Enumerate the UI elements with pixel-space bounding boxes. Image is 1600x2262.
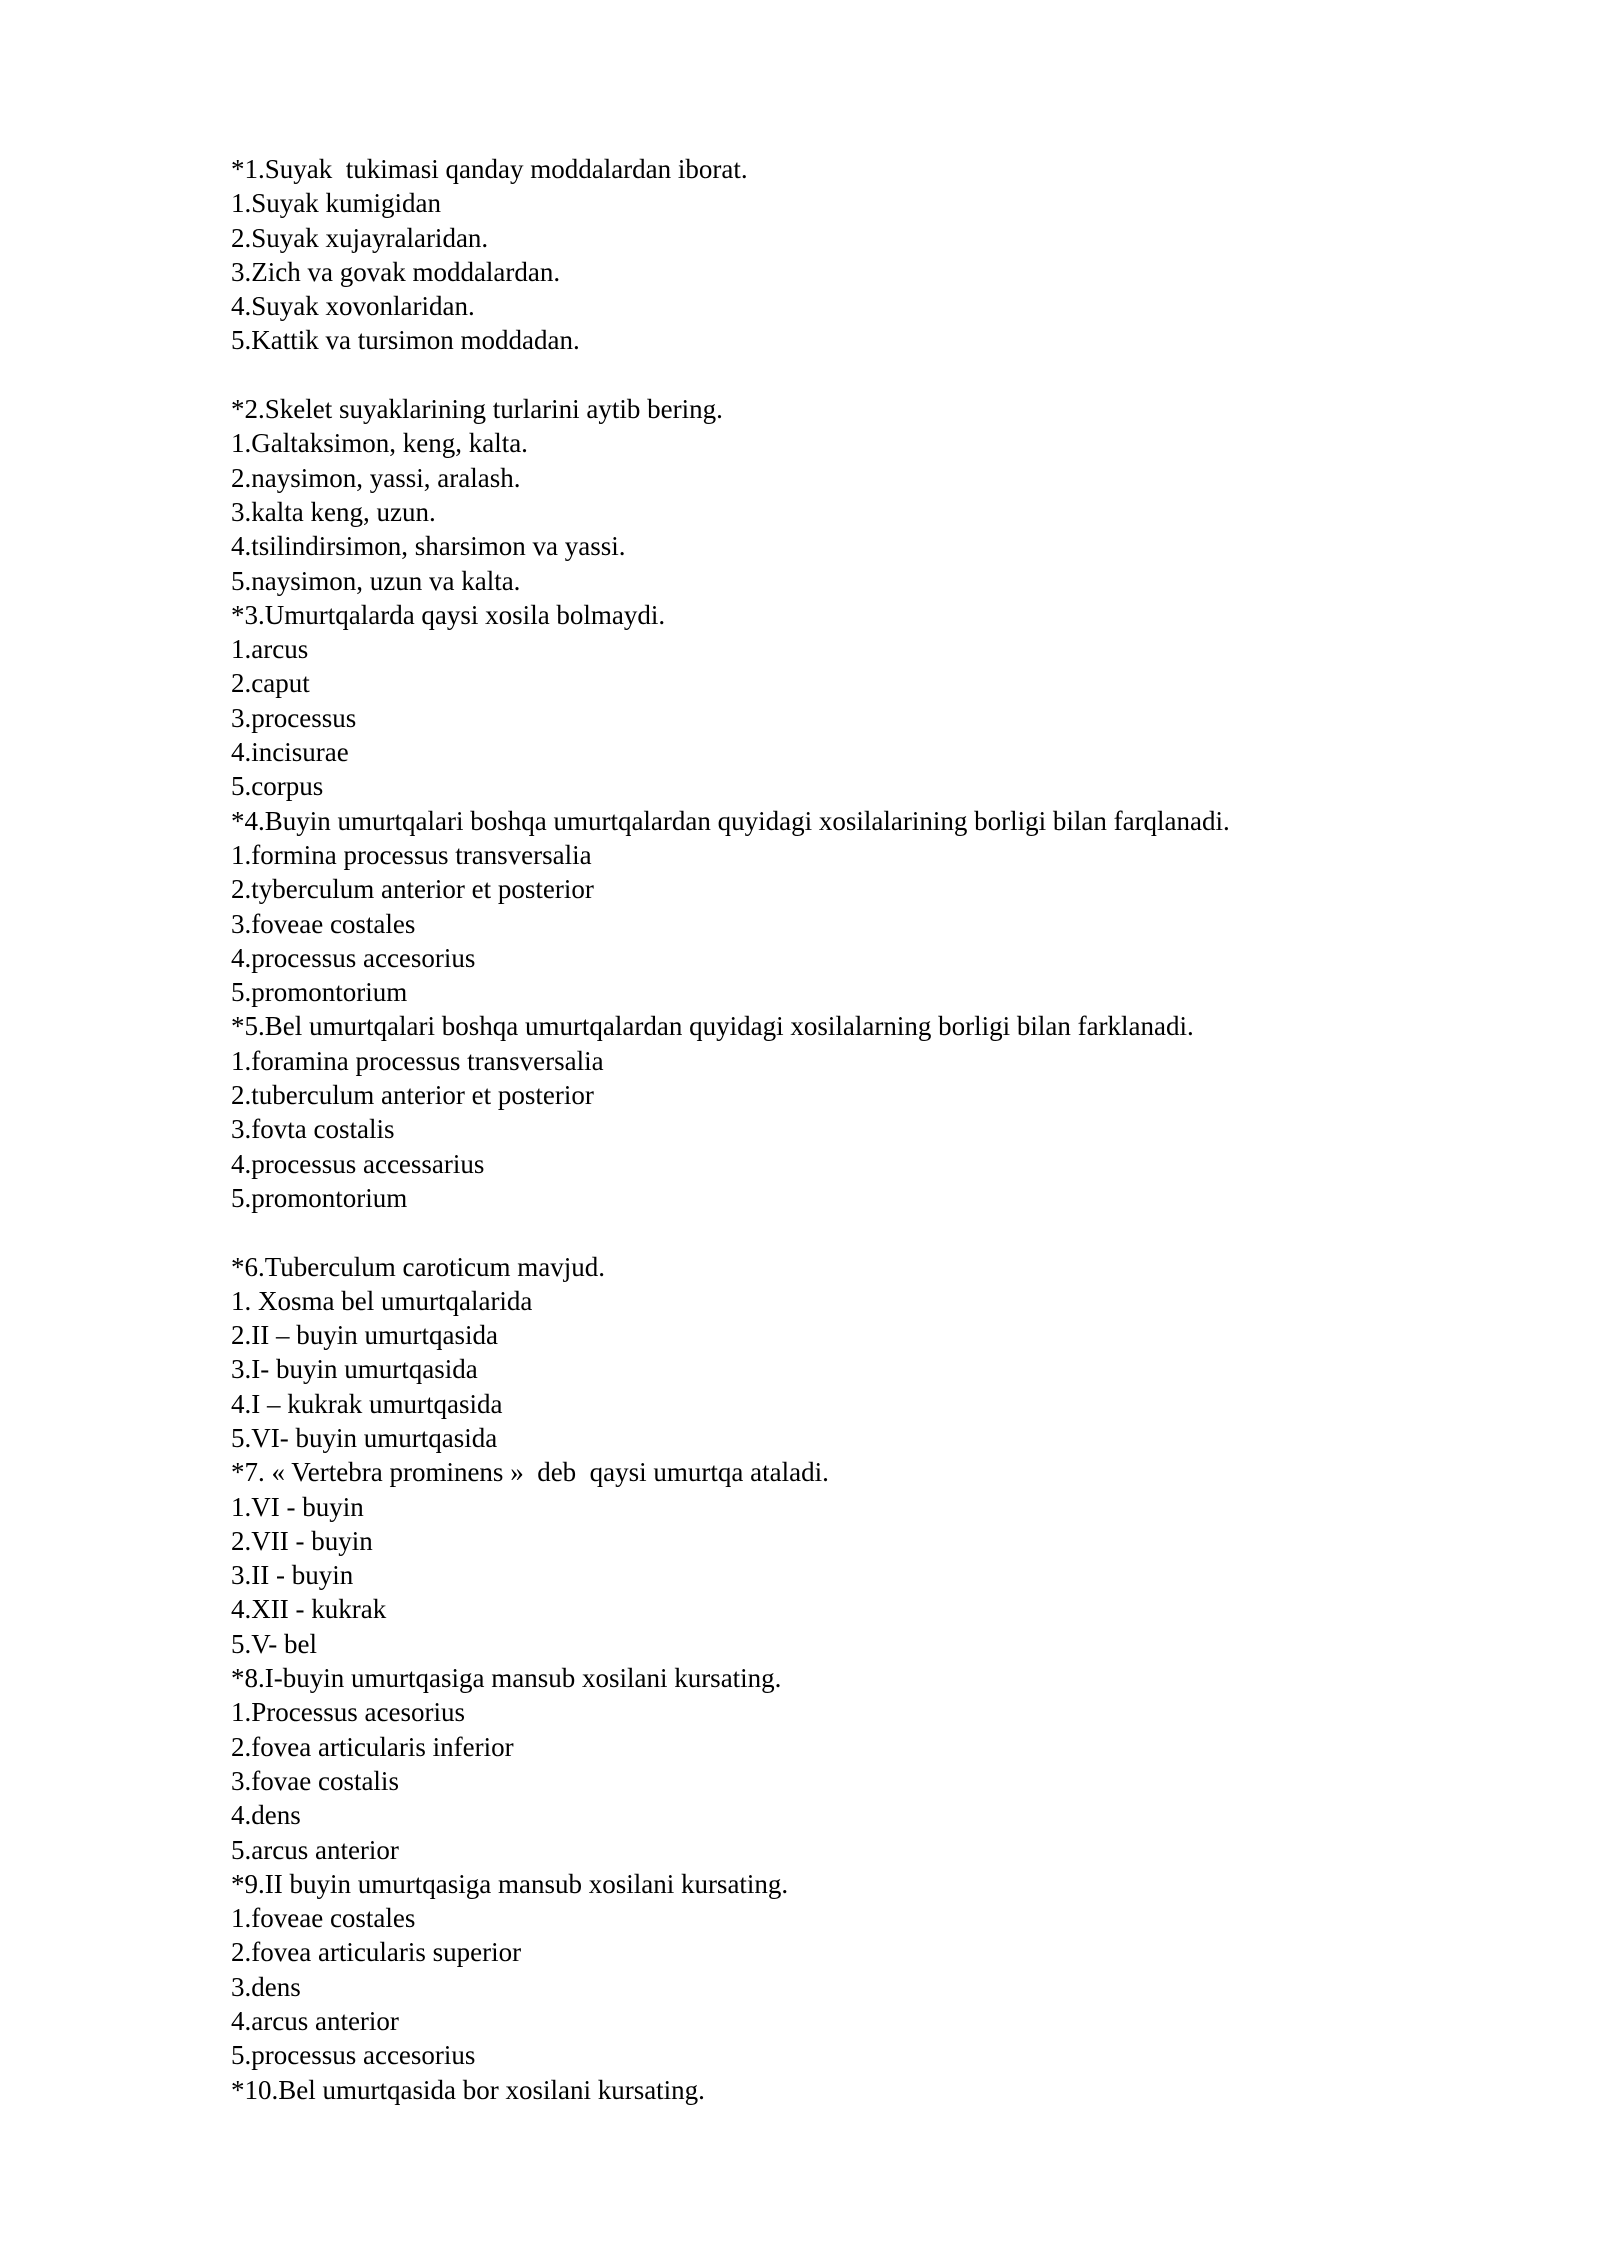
answer-option: 1.formina processus transversalia xyxy=(231,839,592,870)
answer-option: 3.kalta keng, uzun. xyxy=(231,496,436,527)
question-block xyxy=(231,2073,1491,2107)
blank-line xyxy=(231,358,1491,392)
blank-line xyxy=(231,1215,1491,1249)
answer-option: 2.II – buyin umurtqasida xyxy=(231,1320,498,1351)
answer-option: 4.arcus anterior xyxy=(231,2006,399,2037)
question-title: *5.Bel umurtqalari boshqa umurtqalardan quyidagi xosilalarning borligi bilan farklanadi. xyxy=(231,1011,1194,1042)
answer-option: 2.naysimon, yassi, aralash. xyxy=(231,462,521,493)
question-title: *1.Suyak tukimasi qanday moddalardan iborat. xyxy=(231,154,748,184)
answer-option: 3.fovae costalis xyxy=(231,1765,399,1796)
answer-option: 1.Galtaksimon, keng, kalta. xyxy=(231,428,528,459)
answer-option: 3.dens xyxy=(231,1971,301,2002)
answer-option: 2.caput xyxy=(231,668,310,699)
answer-option: 1.Suyak kumigidan xyxy=(231,188,441,219)
answer-option: 2.fovea articularis superior xyxy=(231,1937,522,1968)
question-title: *8.I-buyin umurtqasiga mansub xosilani kursating. xyxy=(231,1663,782,1694)
answer-option: 4.tsilindirsimon, sharsimon va yassi. xyxy=(231,531,626,562)
question-block xyxy=(231,152,1491,358)
question-block xyxy=(231,598,1491,804)
answer-option: 4.incisurae xyxy=(231,737,349,768)
answer-option: 3.II - buyin xyxy=(231,1560,354,1591)
answer-option: 5.naysimon, uzun va kalta. xyxy=(231,565,521,596)
answer-option: 5.V- bel xyxy=(231,1628,317,1659)
answer-option: 4.processus accesorius xyxy=(231,942,476,973)
answer-option: 1. Xosma bel umurtqalarida xyxy=(231,1285,533,1316)
answer-option: 2.VII - buyin xyxy=(231,1525,373,1556)
answer-option: 4.dens xyxy=(231,1800,301,1831)
question-block xyxy=(231,804,1491,1010)
answer-option: 5.promontorium xyxy=(231,1182,408,1213)
answer-option: 5.Kattik va tursimon moddadan. xyxy=(231,325,580,356)
question-title: *7. « Vertebra prominens » deb qaysi umurtqa ataladi. xyxy=(231,1457,829,1488)
question-block xyxy=(231,1661,1491,1867)
answer-option: 5.processus accesorius xyxy=(231,2040,476,2071)
question-block xyxy=(231,392,1491,598)
question-block xyxy=(231,1009,1491,1215)
question-list xyxy=(231,152,1491,2107)
answer-option: 4.I – kukrak umurtqasida xyxy=(231,1388,503,1419)
answer-option: 1.VI - buyin xyxy=(231,1491,364,1522)
question-title: *10.Bel umurtqasida bor xosilani kursating. xyxy=(231,2074,705,2105)
question-block xyxy=(231,1867,1491,2073)
question-block xyxy=(231,1455,1491,1661)
answer-option: 5.VI- buyin umurtqasida xyxy=(231,1422,498,1453)
answer-option: 2.tyberculum anterior et posterior xyxy=(231,874,594,905)
answer-option: 1.Processus acesorius xyxy=(231,1697,465,1728)
answer-option: 5.arcus anterior xyxy=(231,1834,399,1865)
answer-option: 2.fovea articularis inferior xyxy=(231,1731,514,1762)
answer-option: 2.tuberculum anterior et posterior xyxy=(231,1080,594,1111)
answer-option: 5.promontorium xyxy=(231,977,408,1008)
question-title: *3.Umurtqalarda qaysi xosila bolmaydi. xyxy=(231,599,666,630)
answer-option: 3.processus xyxy=(231,702,357,733)
answer-option: 1.arcus xyxy=(231,634,309,665)
answer-option: 3.fovta costalis xyxy=(231,1114,395,1145)
answer-option: 1.foramina processus transversalia xyxy=(231,1045,604,1076)
question-title: *9.II buyin umurtqasiga mansub xosilani kursating. xyxy=(231,1868,789,1899)
question-title: *2.Skelet suyaklarining turlarini aytib bering. xyxy=(231,394,723,425)
answer-option: 3.Zich va govak moddalardan. xyxy=(231,256,561,287)
answer-option: 4.Suyak xovonlaridan. xyxy=(231,291,475,322)
question-block xyxy=(231,1250,1491,1456)
answer-option: 4.processus accessarius xyxy=(231,1148,485,1179)
answer-option: 5.corpus xyxy=(231,771,324,802)
question-title: *6.Tuberculum caroticum mavjud. xyxy=(231,1251,605,1282)
answer-option: 4.XII - kukrak xyxy=(231,1594,387,1625)
answer-option: 3.foveae costales xyxy=(231,908,416,939)
answer-option: 2.Suyak xujayralaridan. xyxy=(231,222,489,253)
answer-option: 1.foveae costales xyxy=(231,1903,416,1934)
question-title: *4.Buyin umurtqalari boshqa umurtqalardan quyidagi xosilalarining borligi bilan farqlanadi. xyxy=(231,805,1230,836)
answer-option: 3.I- buyin umurtqasida xyxy=(231,1354,478,1385)
